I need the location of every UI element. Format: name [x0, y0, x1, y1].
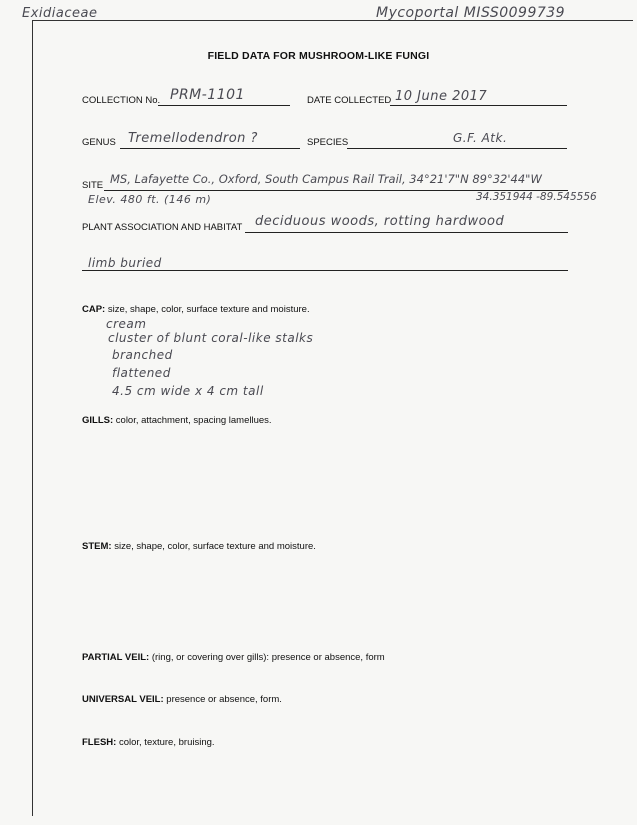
universal-veil-desc: presence or absence, form.: [166, 694, 282, 705]
genus-label: GENUS: [82, 137, 116, 148]
species-line: [347, 148, 567, 149]
cap-note-5: 4.5 cm wide x 4 cm tall: [112, 384, 264, 398]
stem-label: STEM:: [82, 541, 112, 552]
partial-veil-label: PARTIAL VEIL:: [82, 652, 150, 663]
partial-veil-field: [82, 652, 385, 663]
site-value: MS, Lafayette Co., Oxford, South Campus Rail Trail, 34°21'7"N 89°32'44"W: [110, 172, 542, 186]
habitat-line-2: [82, 270, 568, 271]
flesh-label: FLESH:: [82, 737, 117, 748]
collection-value: PRM-1101: [170, 87, 245, 103]
stem-desc: size, shape, color, surface texture and moisture.: [114, 541, 316, 552]
date-line: [390, 105, 567, 106]
genus-line: [120, 148, 300, 149]
habitat-value-2: limb buried: [88, 256, 162, 270]
site-label: SITE: [82, 180, 104, 191]
portal-id: Mycoportal MISS0099739: [376, 5, 566, 21]
habitat-value: deciduous woods, rotting hardwood: [255, 214, 505, 229]
cap-desc: size, shape, color, surface texture and moisture.: [107, 304, 310, 315]
habitat-label: PLANT ASSOCIATION AND HABITAT: [82, 222, 243, 233]
cap-note-3: branched: [112, 348, 173, 362]
cap-note-4: flattened: [112, 366, 171, 380]
cap-field: [82, 304, 310, 315]
gills-field: [82, 415, 272, 426]
species-label: SPECIES: [307, 137, 349, 148]
cap-note-1: cream: [106, 317, 147, 331]
species-value: G.F. Atk.: [453, 131, 508, 145]
gills-label: GILLS:: [82, 415, 114, 426]
cap-note-2: cluster of blunt coral-like stalks: [108, 331, 314, 345]
universal-veil-field: [82, 694, 282, 705]
elevation-value: Elev. 480 ft. (146 m): [88, 193, 212, 206]
coords-decimal: 34.351944 -89.545556: [476, 191, 597, 203]
universal-veil-label: UNIVERSAL VEIL:: [82, 694, 164, 705]
gills-desc: color, attachment, spacing lamellues.: [115, 415, 272, 426]
stem-field: [82, 541, 316, 552]
form-title: FIELD DATA FOR MUSHROOM-LIKE FUNGI: [207, 50, 430, 62]
date-label: DATE COLLECTED: [307, 95, 392, 106]
cap-label: CAP:: [82, 304, 106, 315]
partial-veil-desc: (ring, or covering over gills): presence or absence, form: [151, 652, 385, 663]
family-note: Exidiaceae: [22, 6, 98, 21]
date-value: 10 June 2017: [395, 89, 488, 104]
collection-line: [158, 105, 290, 106]
collection-label: COLLECTION No.: [82, 95, 161, 106]
habitat-line: [245, 232, 568, 233]
flesh-field: [82, 737, 215, 748]
genus-value: Tremellodendron ?: [128, 131, 258, 146]
flesh-desc: color, texture, bruising.: [118, 737, 215, 748]
